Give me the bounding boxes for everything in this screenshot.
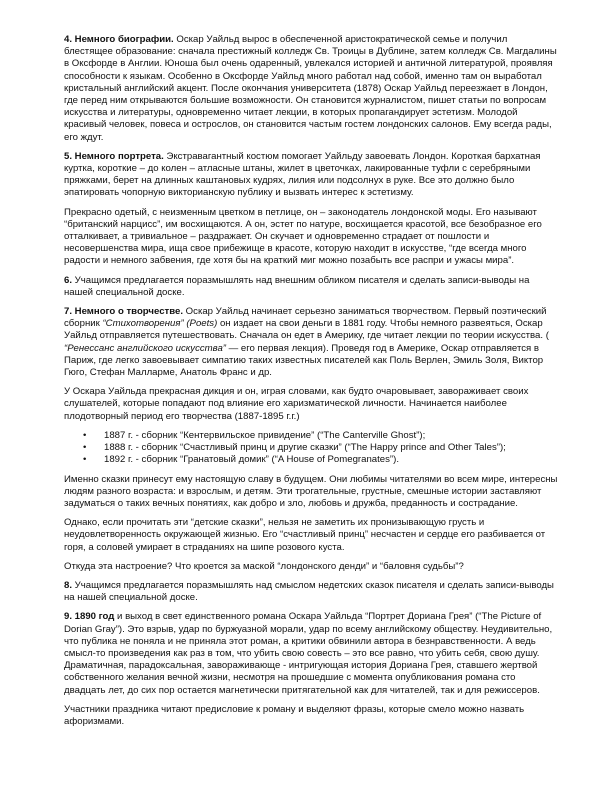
list-item: • 1892 г. - сборник “Гранатовый домик” (“A House of Pomegranates”). (104, 454, 558, 466)
section-heading: 6. (64, 274, 73, 286)
section-heading: 7. Немного о творчестве. (64, 306, 184, 318)
paragraph-dandy: Прекрасно одетый, с неизменным цветком в петлице, он – законодатель лондонской моды. Его называют “британский нарцисс”, им восхищаются. А он, эстет по натуре, восхищается красотой, все безобразное его отталкивает, а тривиальное – раздражает. Он скучает и одновременно страдает от пошлости и несовершенства мира, ища свое прибежище в красоте, которую находит в искусстве, “где всегда много радости и немного забвения, где хотя бы на краткий миг можно позабыть все распри и ужасы мира”. (64, 206, 542, 267)
section-heading: 4. Немного биографии. (64, 34, 174, 45)
section-portrait (64, 151, 558, 200)
paragraph-text: Оскар Уайльд вырос в обеспеченной аристократической семье и получил блестящее образование: сначала престижный колледж Св. Троицы в Дублине, затем колледж Св. Магдалины в Оксфорде в Англии. Юноша был очень одаренный, увлекался историей и античной литературой, проявляя способности к языкам. Особенно в Оксфорде Уайльд много работал над собой, именно там он выработал кристальный английский акцент. После окончания университета (1878) Оскар Уайльд переезжает в Лондон, где перед ним открываются большие возможности. Он становится журналистом, пишет статьи по вопросам искусства и литературы, одновременно читает лекции, в которых пропагандирует эстетизм. Молодой красивый человек, повеса и острослов, он становится частым гостем лондонских салонов. Ему всегда рады, его ждут. (64, 34, 557, 143)
paragraph-text: он издает на свои деньги в 1881 году. Чтобы немного развеяться, Оскар Уайльд отправляется путешествовать. Сначала он едет в Америку, где читает лекции по теории искусства. ( (64, 318, 549, 342)
section-biography (64, 34, 558, 144)
paragraph-text: Учащимся предлагается поразмышлять над смыслом недетских сказок писателя и сделать записи-выводы на нашей специальной доске. (64, 579, 554, 604)
section-heading: 8. (64, 579, 73, 591)
italic-title: “Стихотворения” (Poets) (102, 318, 218, 330)
paragraph-text: — его первая лекция). Проведя год в Америке, Оскар отправляется в Париж, где легко завоевывает симпатию таких известных писателей как Поль Верлен, Эмиль Золя, Виктор Гюго, Стефан Малларме, Анатоль Франс и др. (64, 342, 544, 379)
paragraph-text: Оскар Уайльд начинает серьезно заниматься творчеством. Первый поэтический сборник (64, 306, 547, 330)
paragraph-sadness: Однако, если прочитать эти “детские сказки”, нельзя не заметить их пронизывающую грусть и неудовлетворенность окружающей жизнью. Его “счастливый принц” несчастен и сердце его разбивается от горя, а соловей умирает в страданиях на шипе розового куста. (64, 517, 546, 553)
paragraph-diction: У Оскара Уайльда прекрасная дикция и он, играя словами, как будто очаровывает, завораживает своих слушателей, которые попадают под влияние его харизматической личности. Начинается наиболее плодотворный период его творчества (1887-1895 г.г.) (64, 386, 529, 422)
section-heading: 9. 1890 год (64, 611, 115, 623)
section-dorian-gray (64, 611, 558, 696)
paragraph-text: Учащимся предлагается поразмышлять над внешним обликом писателя и сделать записи-выводы на нашей специальной доске. (64, 274, 530, 298)
paragraph-question: Откуда эта настроение? Что кроется за маской “лондонского денди” и “баловня судьбы”? (64, 560, 464, 572)
italic-title: “Ренессанс английского искусства” (64, 342, 226, 354)
works-list (64, 430, 558, 467)
paragraph-final: Участники праздника читают предисловие к роману и выделяют фразы, которые смело можно назвать афоризмами. (64, 703, 525, 727)
section-creativity (64, 306, 558, 379)
list-item: • 1888 г. - сборник “Счастливый принц и другие сказки” (“The Happy prince and Other Tales”); (104, 442, 558, 454)
section-task-tales (64, 580, 558, 604)
list-item: • 1887 г. - сборник “Кентервильское привидение” (“The Canterville Ghost”); (104, 430, 558, 442)
paragraph-fairy-tales: Именно сказки принесут ему настоящую славу в будущем. Они любимы читателями во всем мире, интересны людям разного возраста: и взрослым, и детям. Эти трогательные, грустные, смешные истории заставляют задуматься о таких вечных понятиях, как добро и зло, любовь и дружба, преданность и сострадание. (64, 473, 558, 509)
section-heading: 5. Немного портрета. (64, 150, 164, 162)
paragraph-text: Экстравагантный костюм помогает Уайльду завоевать Лондон. Короткая бархатная куртка, короткие – до колен – атласные штаны, жилет в цветочках, лакированные туфли с серебряными пряжками, берет на длинных каштановых кудрях, лилия или подсолнух в руке. Все это должно было эпатировать чопорную викторианскую публику и вызвать интерес к эстетизму. (64, 150, 541, 199)
paragraph-text: и выход в свет единственного романа Оскара Уайльда “Портрет Дориана Грея” (“The Picture of Dorian Gray”). Это взрыв, удар по буржуазной морали, удар по всему английскому обществу. Неудивительно, что публика не поняла и не приняла этот роман, а критики обвинили автора в безнравственности. А ведь смысл-то произведения как раз в том, что убить свою совесть – это все равно, что убить себя, свою душу. Драматичная, парадоксальная, завораживающе - интригующая история Дориана Грея, ставшего жертвой собственного желания вечной жизни, несмотря на прошедшие с момента опубликования романа сто двадцать лет, до сих пор остается магнетически притягательной как для читателей, так и для режиссеров. (64, 611, 553, 696)
section-task-appearance (64, 275, 558, 299)
